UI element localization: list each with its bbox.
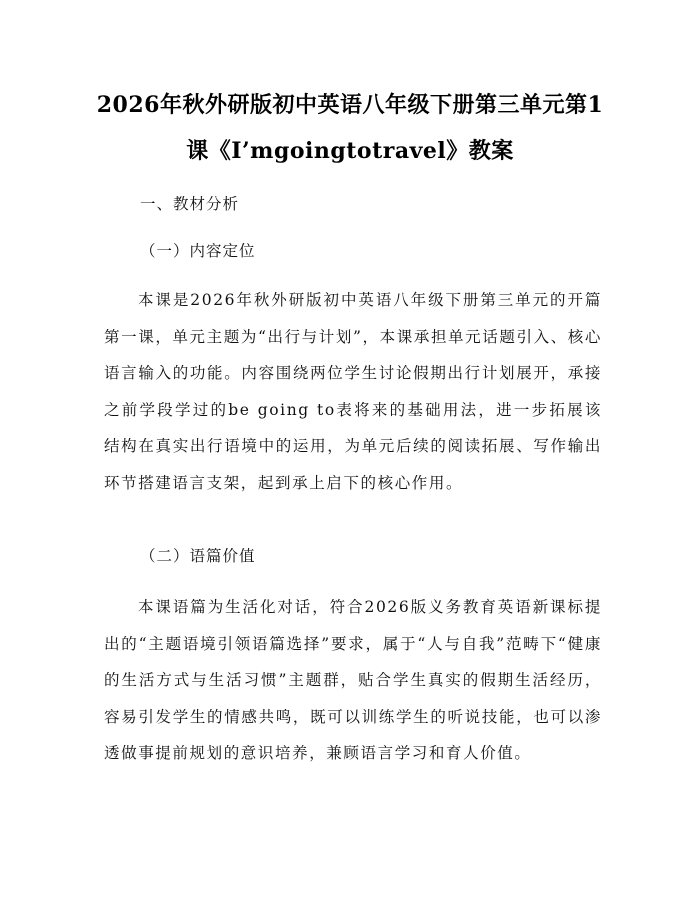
subsection-heading-discourse-value: （二）语篇价值: [140, 547, 256, 565]
subsection-heading-content-positioning: （一）内容定位: [140, 242, 256, 260]
document-title: 2026年秋外研版初中英语八年级下册第三单元第1课《I’mgoingtotravel》教案: [96, 92, 604, 164]
section-heading-textbook-analysis: 一、教材分析: [140, 195, 240, 213]
paragraph-discourse-value: 本课语篇为生活化对话，符合2026版义务教育英语新课标提出的“主题语境引领语篇选择”要求，属于“人与自我”范畴下“健康的生活方式与生活习惯”主题群，贴合学生真实的假期生活经历，容易引发学生的情感共鸣，既可以训练学生的听说技能，也可以渗透做事提前规划的意识培养，兼顾语言学习和育人价值。: [104, 598, 602, 762]
paragraph-content-positioning: 本课是2026年秋外研版初中英语八年级下册第三单元的开篇第一课，单元主题为“出行与计划”，本课承担单元话题引入、核心语言输入的功能。内容围绕两位学生讨论假期出行计划展开，承接之前学段学过的be going to表将来的基础用法，进一步拓展该结构在真实出行语境中的运用，为单元后续的阅读拓展、写作输出环节搭建语言支架，起到承上启下的核心作用。: [104, 291, 602, 492]
